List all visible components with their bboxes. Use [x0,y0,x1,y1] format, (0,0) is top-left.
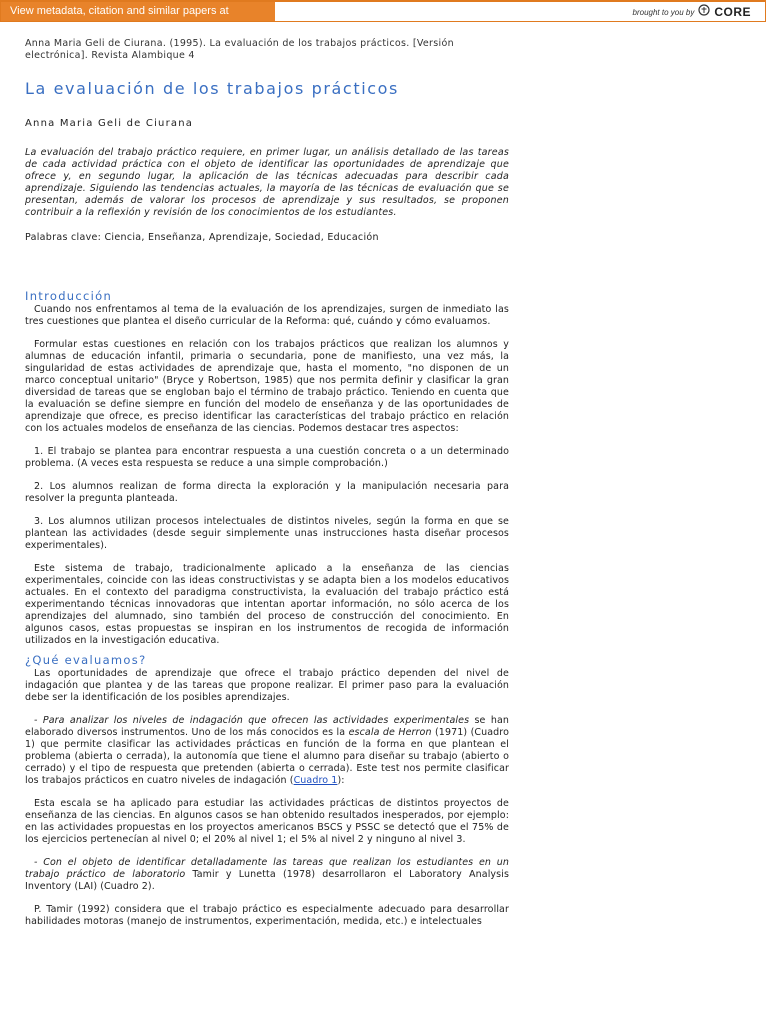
citation: Anna Maria Geli de Ciurana. (1995). La evaluación de los trabajos prácticos. [Versión electrónica]. Revista Alambique 4 [25,38,454,61]
text: se han elaborado diversos instrumentos. Uno de los más conocidos es la [25,715,509,738]
core-banner [0,0,766,36]
section-heading-introduccion: Introducción [25,289,113,303]
core-logo-icon [698,3,710,21]
paragraph [25,857,509,893]
paragraph: Esta escala se ha aplicado para estudiar las actividades prácticas de distintos proyectos de enseñanza de las ciencias. En algunos casos se han obtenido resultados inesperados, por ejemplo: en las actividades propuestas en los proyectos americanos BSCS y PSSC se detectó que el 75% de los ejercicios pertenecían al nivel 0; el 20% al nivel 1; el 5% al nivel 2 y ninguno al nivel 3. [25,798,509,845]
author: Anna Maria Geli de Ciurana [25,118,194,129]
metadata-text: View metadata, citation and similar papers at [10,5,229,17]
core-logo-text: CORE [714,5,751,19]
text: Tamir y Lunetta (1978) desarrollaron el Laboratory Analysis Inventory (LAI) (Cuadro 2). [25,869,509,892]
brought-to-you-text: brought to you by [632,7,695,17]
section-heading-que-evaluamos: ¿Qué evaluamos? [25,653,147,667]
core-link[interactable]: core.ac.uk [10,24,61,36]
abstract: La evaluación del trabajo práctico requiere, en primer lugar, un análisis detallado de las tareas de cada actividad práctica con el objeto de identificar las oportunidades de aprendizaje que ofrece y, en segundo lugar, la aplicación de las técnicas adecuadas para describir cada aprendizaje. Siguiendo las tendencias actuales, la mayoría de las técnicas de evaluación que se presentan, además de valorar los procesos de aprendizaje y sus resultados, se proponen contribuir a la reflexión y revisión de los conocimientos de los estudiantes. [25,147,509,218]
paragraph: P. Tamir (1992) considera que el trabajo práctico es especialmente adecuado para desarrollar habilidades motoras (manejo de instrumentos, experimentación, medida, etc.) e intelectuales [25,904,509,927]
paragraph: Formular estas cuestiones en relación con los trabajos prácticos que realizan los alumnos y alumnas de educación infantil, primaria o secundaria, pone de manifiesto, una vez más, la singularidad de estas actividades de aprendizaje que, hasta el momento, "no disponen de un marco conceptual unitario" (Bryce y Robertson, 1985) que nos permita definir y clasificar la gran diversidad de tareas que se engloban bajo el término de trabajo práctico. Teniendo en cuenta que la evaluación se define siempre en función del modelo de enseñanza y de las oportunidades de aprendizaje que ofrece, es preciso identificar las características del trabajo práctico en relación con los actuales modelos de enseñanza de las ciencias. Podemos destacar tres aspectos: [25,339,509,434]
list-item: 1. El trabajo se plantea para encontrar respuesta a una cuestión concreta o a un determinado problema. (A veces esta respuesta se reduce a una simple comprobación.) [25,446,509,469]
paragraph [25,715,509,787]
paragraph: Este sistema de trabajo, tradicionalmente aplicado a la enseñanza de las ciencias experimentales, coincide con las ideas constructivistas y se adapta bien a los modelos educativos actuales. En el contexto del paradigma constructivista, la evaluación del trabajo práctico está experimentando técnicas innovadoras que intentan aportar información, no sólo acerca de los aprendizajes del alumnado, sino también del proceso de construcción del conocimiento. En algunos casos, estas propuestas se inspiran en los instrumentos de recogida de información utilizados en la investigación educativa. [25,563,509,646]
text: ): [337,775,345,786]
paragraph: Cuando nos enfrentamos al tema de la evaluación de los aprendizajes, surgen de inmediato las tres cuestiones que plantea el diseño curricular de la Reforma: qué, cuándo y cómo evaluamos. [25,304,509,327]
cuadro-1-link[interactable]: Cuadro 1 [293,775,338,786]
text: (1971) (Cuadro 1) que permite clasificar las actividades prácticas en función de la forma en que plantean el problema (abierta o cerrada), la autonomía que tiene el alumno para diseñar su trabajo (abierto o cerrado) y el tipo de respuesta que pretenden (abierta o cerrada). Este test nos permite clasificar los trabajos prácticos en cuatro niveles de indagación ( [25,727,509,786]
italic-text: escala de Herron [348,727,432,738]
core-metadata-bar [1,2,275,36]
list-item: 2. Los alumnos realizan de forma directa la exploración y la manipulación necesaria para resolver la pregunta planteada. [25,481,509,504]
article-title: La evaluación de los trabajos prácticos [25,79,399,98]
italic-text: - Con el objeto de identificar detalladamente las tareas que realizan los estudiantes en un trabajo práctico de laboratorio [25,857,509,880]
italic-text: - Para analizar los niveles de indagación que ofrecen las actividades experimentales [34,715,470,726]
core-branding[interactable] [633,4,752,20]
article-content [25,38,509,928]
list-item: 3. Los alumnos utilizan procesos intelectuales de distintos niveles, según la forma en que se plantean las actividades (desde seguir simplemente unas instrucciones hasta diseñar procesos experimentales). [25,516,509,551]
keywords: Palabras clave: Ciencia, Enseñanza, Aprendizaje, Sociedad, Educación [25,232,379,243]
paragraph: Las oportunidades de aprendizaje que ofrece el trabajo práctico dependen del nivel de indagación que plantea y de las tareas que propone realizar. El primer paso para la evaluación debe ser la identificación de los posibles aprendizajes. [25,668,509,703]
